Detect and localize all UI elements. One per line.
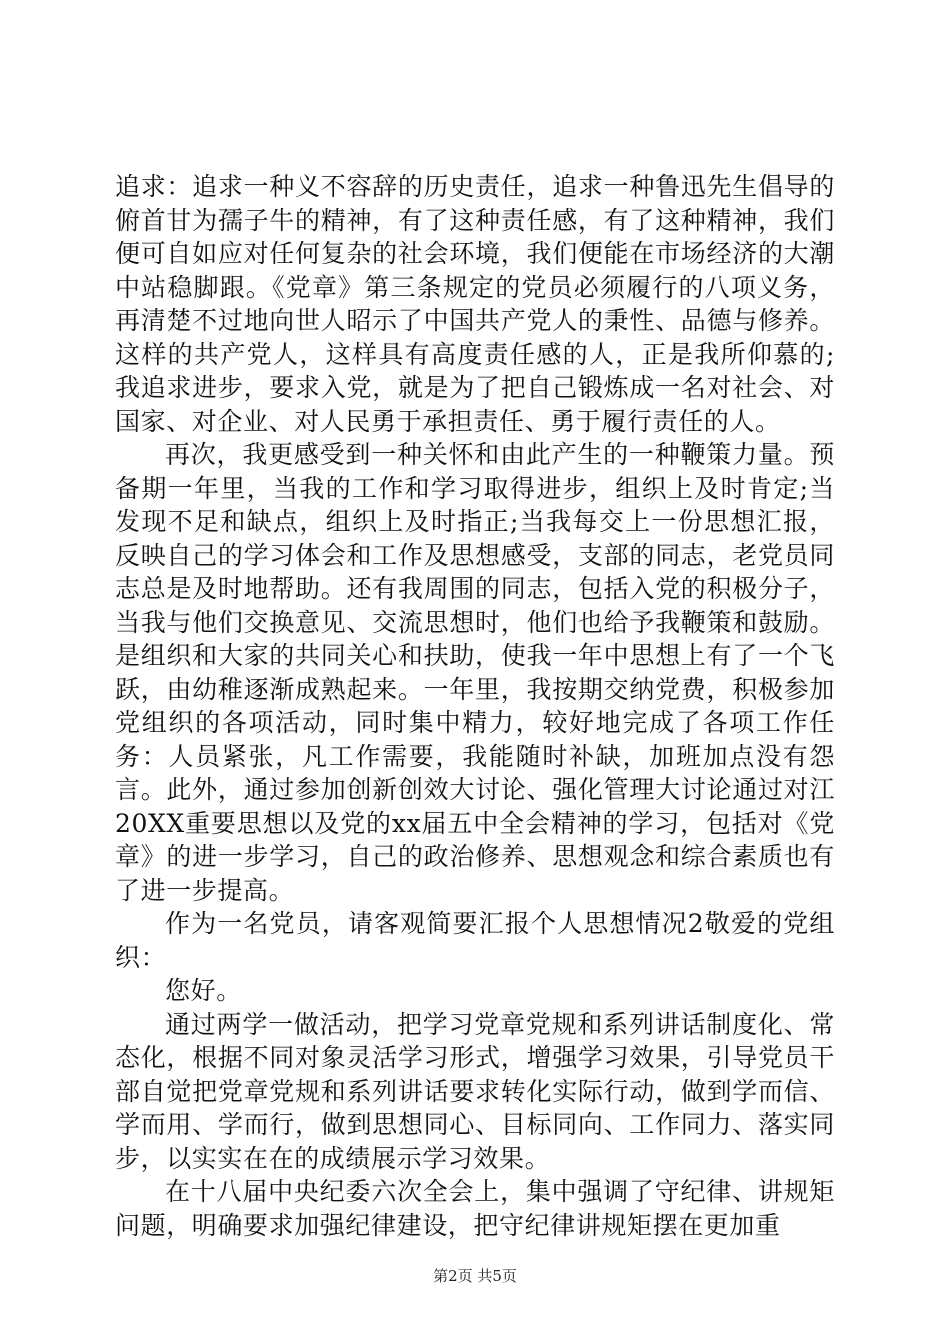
paragraph-6: 在十八届中央纪委六次全会上，集中强调了守纪律、讲规矩问题，明确要求加强纪律建设，把守纪律讲规矩摆在更加重 bbox=[115, 1177, 835, 1240]
paragraph-4: 您好。 bbox=[165, 976, 242, 1005]
paragraph-5: 通过两学一做活动，把学习党章党规和系列讲话制度化、常态化，根据不同对象灵活学习形式，增强学习效果，引导党员干部自觉把党章党规和系列讲话要求转化实际行动，做到学而信、学而用、学而行，做到思想同心、目标同向、工作同力、落实同步，以实实在在的成绩展示学习效果。 bbox=[115, 1009, 835, 1173]
paragraph-1: 追求：追求一种义不容辞的历史责任，追求一种鲁迅先生倡导的俯首甘为孺子牛的精神，有了这种责任感，有了这种精神，我们便可自如应对任何复杂的社会环境，我们便能在市场经济的大潮中站稳脚跟。《党章》第三条规定的党员必须履行的八项义务，再清楚不过地向世人昭示了中国共产党人的秉性、品德与修养。这样的共产党人，这样具有高度责任感的人，正是我所仰慕的;我追求进步，要求入党，就是为了把自己锻炼成一名对社会、对国家、对企业、对人民勇于承担责任、勇于履行责任的人。 bbox=[115, 172, 835, 436]
document-body bbox=[115, 170, 835, 1242]
page-number-footer: 第2页 共5页 bbox=[433, 1267, 517, 1285]
paragraph-2: 再次，我更感受到一种关怀和由此产生的一种鞭策力量。预备期一年里，当我的工作和学习取得进步，组织上及时肯定;当发现不足和缺点，组织上及时指正;当我每交上一份思想汇报，反映自己的学习体会和工作及思想感受，支部的同志，老党员同志总是及时地帮助。还有我周围的同志，包括入党的积极分子，当我与他们交换意见、交流思想时，他们也给予我鞭策和鼓励。是组织和大家的共同关心和扶助，使我一年中思想上有了一个飞跃，由幼稚逐渐成熟起来。一年里，我按期交纳党费，积极参加党组织的各项活动，同时集中精力，较好地完成了各项工作任务：人员紧张，凡工作需要，我能随时补缺，加班加点没有怨言。此外，通过参加创新创效大讨论、强化管理大讨论通过对江20XX重要思想以及党的xx届五中全会精神的学习，包括对《党章》的进一步学习，自己的政治修养、思想观念和综合素质也有了进一步提高。 bbox=[115, 440, 835, 905]
paragraph-3: 作为一名党员，请客观简要汇报个人思想情况2敬爱的党组织： bbox=[115, 909, 835, 972]
